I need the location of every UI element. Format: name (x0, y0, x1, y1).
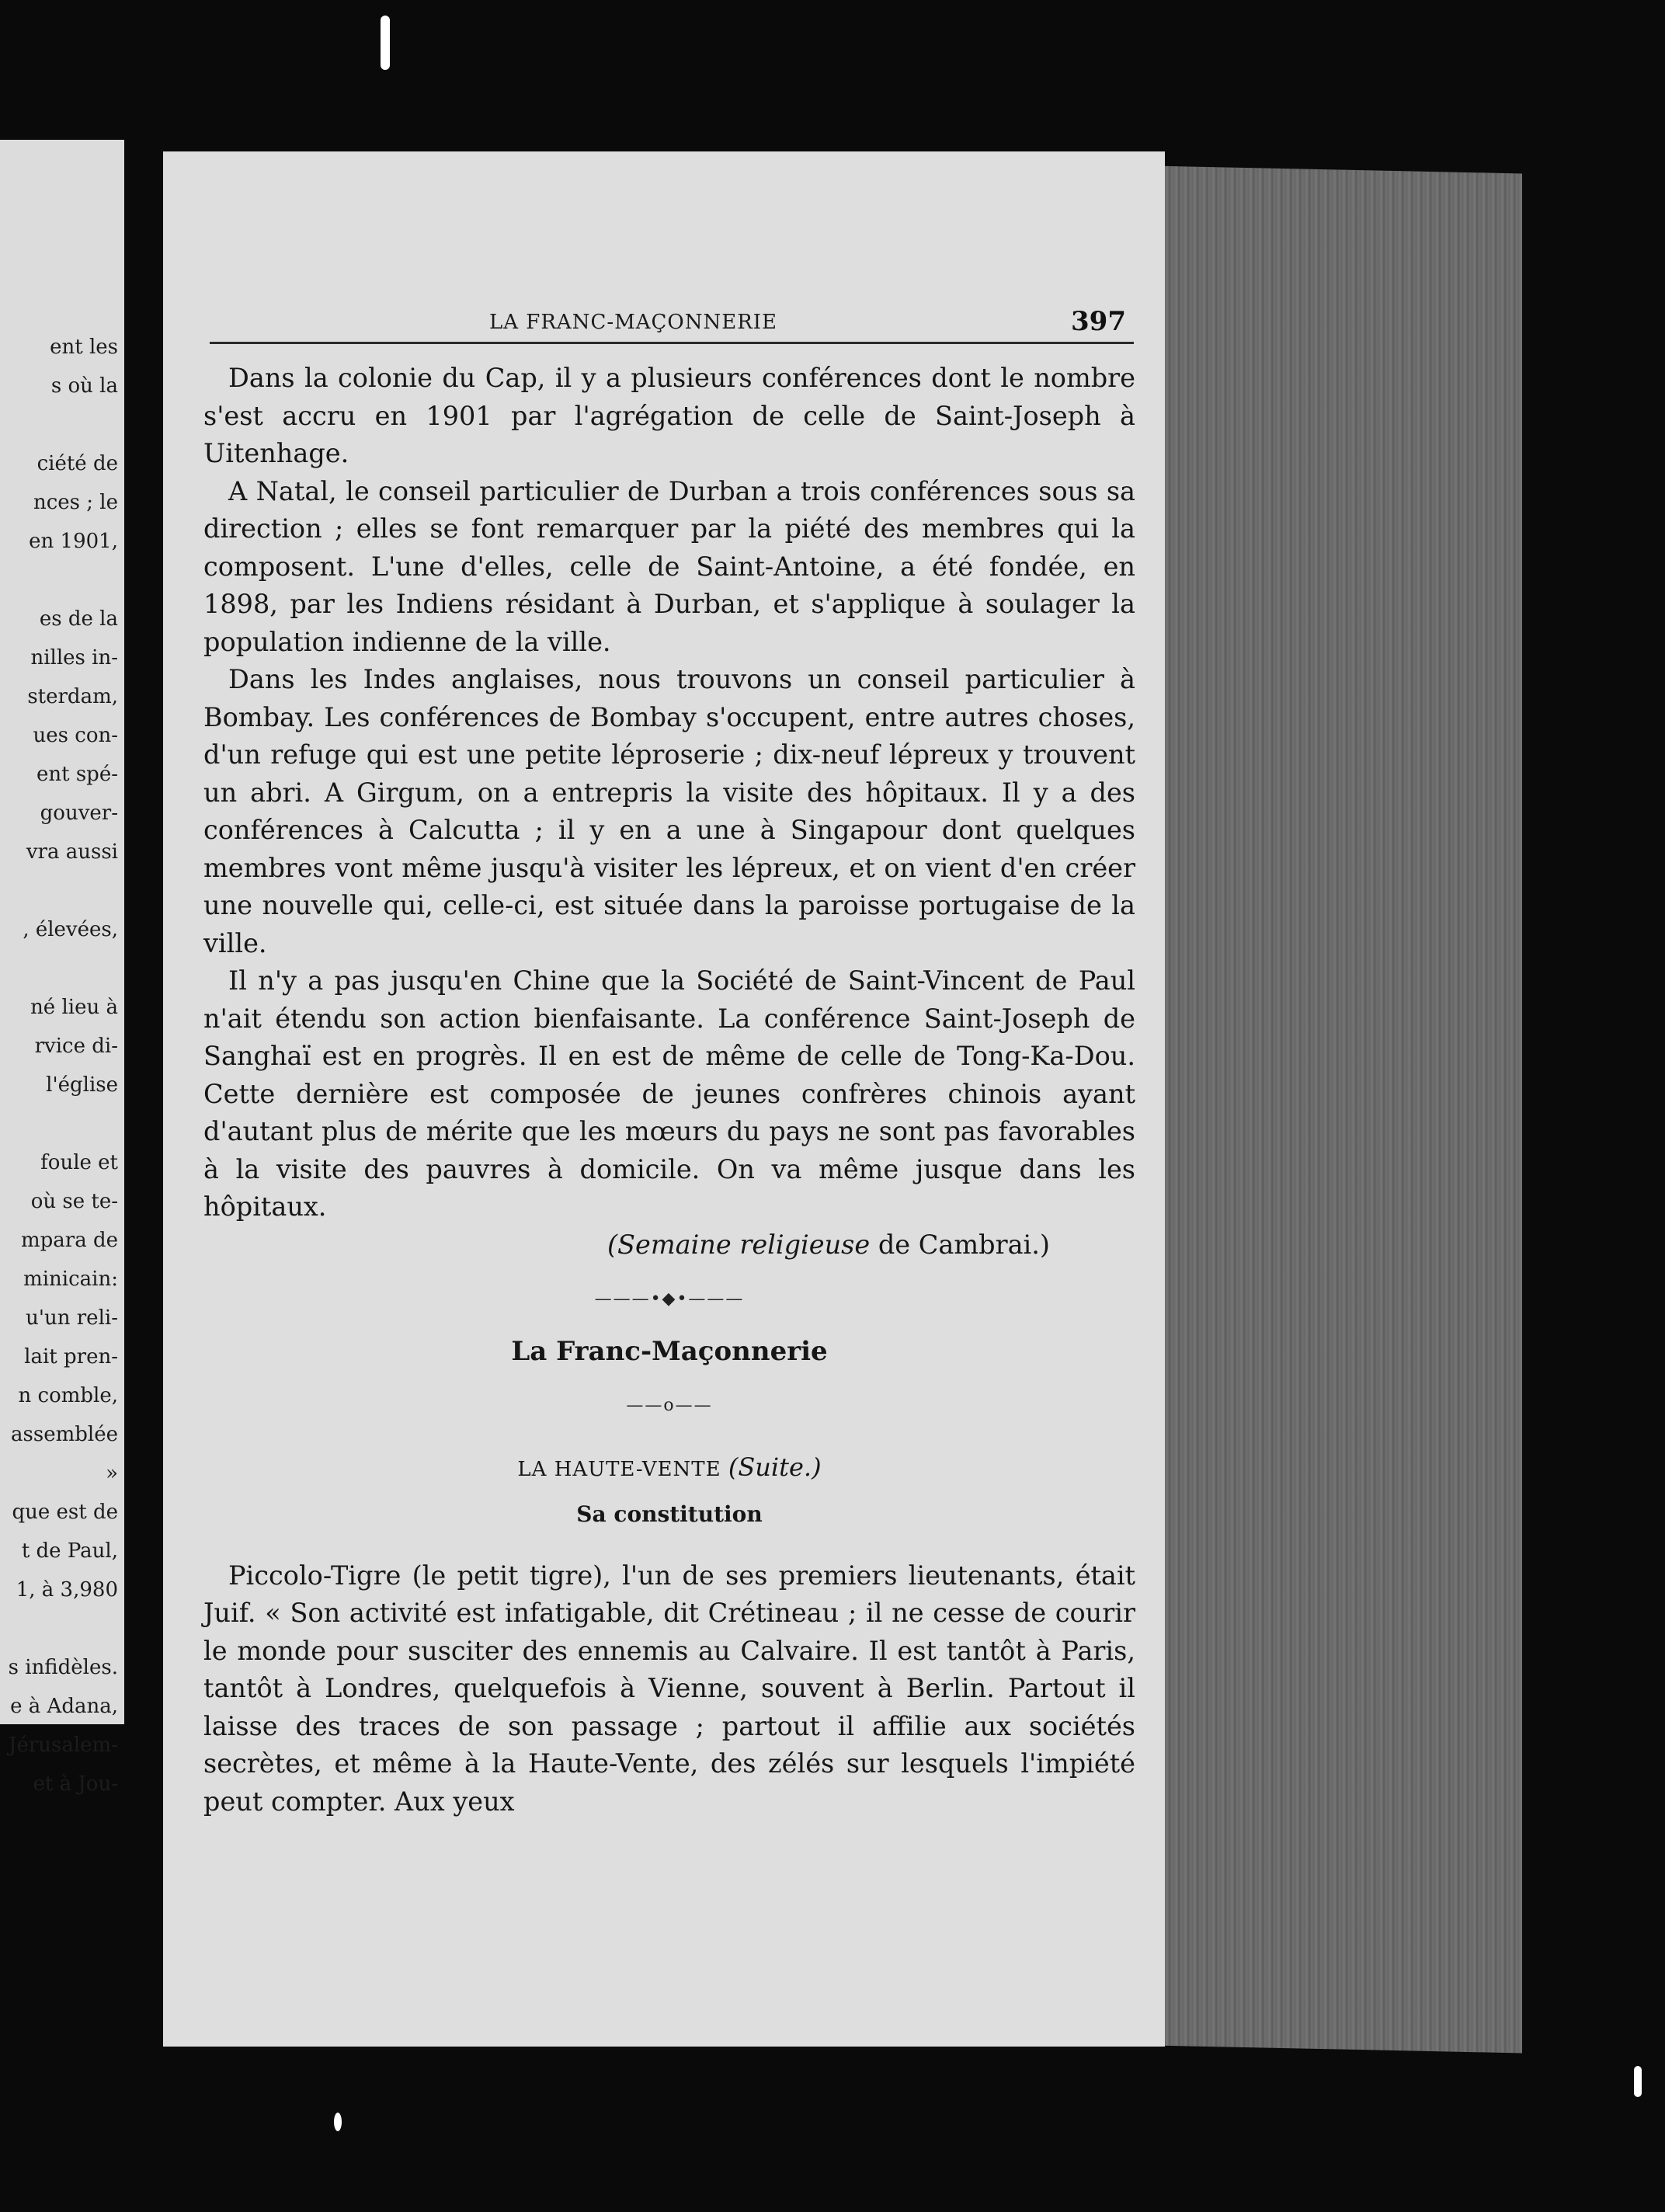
left-page-fragment: l'église (46, 1073, 118, 1097)
left-page-fragment: ent les (50, 336, 118, 359)
left-page-fragment: nces ; le (33, 491, 118, 514)
left-page-fragment: foule et (40, 1151, 118, 1174)
small-divider: ——o—— (626, 1396, 713, 1415)
page-number: 397 (1071, 306, 1126, 337)
left-page-fragment: lait pren- (24, 1345, 118, 1369)
left-page-fragment: n comble, (18, 1384, 118, 1407)
left-page-fragment: » (106, 1462, 118, 1485)
section-title: La Franc-Maçonnerie (511, 1335, 828, 1367)
left-page-fragment: où se te- (30, 1190, 118, 1213)
citation-rest: de Cambrai.) (870, 1229, 1050, 1260)
left-page-fragment: ciété de (36, 452, 118, 475)
ornament-divider: ———•◆•——— (594, 1289, 745, 1309)
left-page-fragment: t de Paul, (21, 1539, 118, 1563)
main-page (163, 151, 1165, 2047)
page-fore-edge (1118, 165, 1522, 2054)
scan-speck (334, 2113, 342, 2131)
left-page-fragment: 1, à 3,980 (16, 1578, 118, 1602)
left-page-fragment: rvice di- (34, 1035, 118, 1058)
paragraph-chine: Il n'y a pas jusqu'en Chine que la Société de Saint-Vincent de Paul n'ait étendu son action bienfaisante. La conférence Saint-Joseph de Sanghaï est en progrès. Il en est de même de celle de Tong-Ka-Dou. Cette dernière est composée de jeunes confrères chinois ayant d'autant plus de mérite que les mœurs du pays ne sont pas favorables à la visite des pauvres à domicile. On va même jusque dans les hôpitaux. (203, 965, 1135, 1222)
left-page-fragment: , élevées, (23, 918, 118, 941)
running-title: LA FRANC-MAÇONNERIE (489, 311, 778, 334)
left-page-strip (0, 140, 124, 1796)
running-head (210, 306, 1134, 344)
left-page-fragment: nilles in- (30, 646, 118, 670)
scan-speck (1634, 2066, 1642, 2097)
left-page-fragment: es de la (39, 607, 118, 631)
left-page-fragment: assemblée (11, 1423, 118, 1446)
left-page-fragment: ues con- (33, 724, 118, 747)
left-page-fragment: et à Jou- (33, 1772, 118, 1796)
paragraph-piccolo: Piccolo-Tigre (le petit tigre), l'un de ses premiers lieutenants, était Juif. « Son activité est infatigable, dit Crétineau ; il ne cesse de courir le monde pour susciter des ennemis au Calvaire. Il est tantôt à Paris, tantôt à Londres, quelquefois à Vienne, souvent à Berlin. Partout il laisse des traces de son passage ; partout il affilie aux sociétés secrètes, et même à la Haute-Vente, des zélés sur lesquels l'impiété peut compter. Aux yeux (203, 1560, 1135, 1817)
subtitle-constitution: Sa constitution (576, 1501, 763, 1527)
paragraph-cap: Dans la colonie du Cap, il y a plusieurs conférences dont le nombre s'est accru en 1901 par l'agrégation de celle de Saint-Joseph à Uitenhage. (203, 363, 1135, 468)
left-page-fragment: que est de (12, 1501, 118, 1524)
left-page-fragment: s où la (50, 374, 118, 398)
paragraph-natal: A Natal, le conseil particulier de Durban a trois conférences sous sa direction ; elles se font remarquer par la piété des membres qui la composent. L'une d'elles, celle de Saint-Antoine, a été fondée, en 1898, par les Indiens résidant à Durban, et s'applique à soulager la population indienne de la ville. (203, 475, 1135, 657)
left-page-fragment: vra aussi (26, 840, 118, 864)
left-page-fragment: Jérusalem- (9, 1734, 118, 1757)
left-page-fragment: sterdam, (27, 685, 118, 708)
scan-speck (381, 16, 390, 70)
paragraph-indes: Dans les Indes anglaises, nous trouvons un conseil particulier à Bombay. Les conférences de Bombay s'occupent, entre autres choses, d'un refuge qui est une petite léproserie ; dix-neuf lépreux y trouvent un abri. A Girgum, on a entrepris la visite des hôpitaux. Il y a des conférences à Calcutta ; il y en a une à Singapour dont quelques membres vont même jusqu'à visiter les lépreux, et on vient d'en créer une nouvelle qui, celle-ci, est située dans la paroisse portugaise de la ville. (203, 664, 1135, 958)
left-page-fragment: minicain: (23, 1268, 118, 1291)
citation-source: (Semaine religieuse (607, 1229, 871, 1260)
left-page-fragment: né lieu à (30, 996, 118, 1019)
left-page-fragment: en 1901, (29, 530, 118, 553)
subtitle (203, 1449, 1135, 1489)
left-page-fragment: u'un reli- (26, 1306, 118, 1330)
left-page-fragment: s infidèles. (8, 1656, 118, 1679)
left-page-fragment: ent spé- (36, 763, 118, 786)
left-page-fragment: gouver- (40, 802, 118, 825)
body-text (203, 360, 1135, 1821)
citation (203, 1226, 1135, 1264)
subtitle-caps: LA HAUTE-VENTE (517, 1457, 728, 1481)
subtitle-italic: (Suite.) (728, 1452, 822, 1482)
left-page-fragment: e à Adana, (10, 1695, 118, 1718)
left-page-fragment: mpara de (20, 1229, 118, 1252)
